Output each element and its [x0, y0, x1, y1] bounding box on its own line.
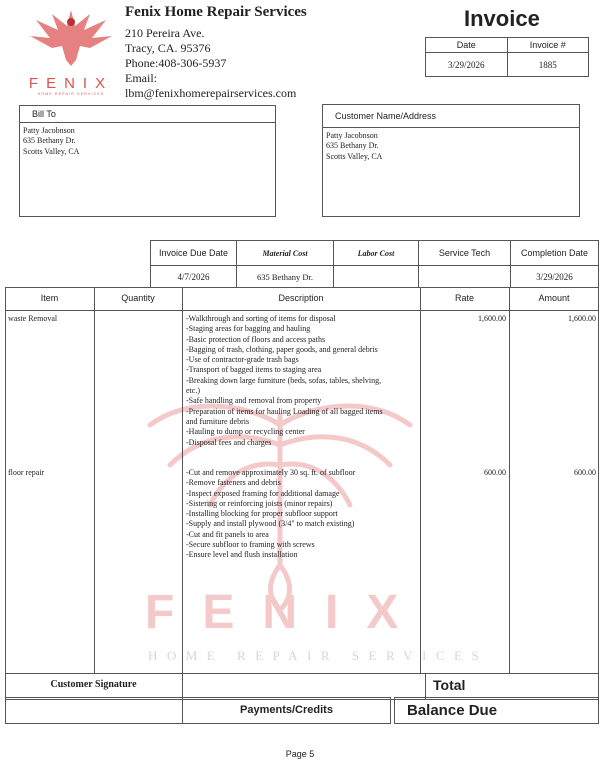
description-line: -Safe handling and removal from property [186, 396, 322, 406]
description-line: -Cut and fit panels to area [186, 529, 269, 539]
watermark-tagline: HOME REPAIR SERVICES [148, 648, 489, 663]
description-line: -Installing blocking for proper subfloor support [186, 509, 338, 519]
invoice-number-label: Invoice # [507, 38, 589, 53]
company-email[interactable]: lbm@fenixhomerepairservices.com [125, 86, 297, 100]
description-line: -Ensure level and flush installation [186, 550, 298, 560]
invoice-title: Invoice [464, 6, 540, 31]
row2-description [186, 468, 418, 561]
row1-rate: 1,600.00 [478, 314, 506, 323]
description-line: -Bagging of trash, clothing, paper goods, and general debris [186, 344, 378, 354]
due-date-value: 4/7/2026 [151, 266, 237, 288]
bill-to-city: Scotts Valley, CA [23, 146, 80, 156]
company-name: Fenix Home Repair Services [125, 4, 307, 20]
service-tech-label: Service Tech [419, 241, 511, 266]
description-line: -Supply and install plywood (3/4" to match existing) [186, 519, 355, 529]
description-line: -Cut and remove approximately 30 sq. ft. of subfloor [186, 468, 356, 477]
material-cost-value: 635 Bethany Dr. [237, 266, 334, 288]
description-line: -Breaking down large furniture (beds, sofas, tables, shelving, [186, 375, 382, 385]
total-label: Total [433, 677, 466, 693]
description-line: -Inspect exposed framing for additional damage [186, 488, 340, 498]
balance-due-box [394, 697, 599, 724]
invoice-number-value: 1885 [507, 53, 589, 77]
company-address2: Tracy, CA. 95376 [125, 41, 211, 55]
page-number: Page 5 [285, 749, 315, 759]
description-line: -Transport of bagged items to staging area [186, 365, 322, 375]
customer-label: Customer Name/Address [323, 105, 579, 128]
customer-box [322, 104, 580, 217]
balance-due-label: Balance Due [407, 702, 498, 719]
logo-wordmark: FENIX [28, 75, 114, 92]
invoice-date-table [425, 37, 589, 77]
watermark-text: FENIX [145, 586, 427, 639]
fenix-bird-logo-icon [22, 4, 120, 68]
description-line: -Sistering or reinforcing joists (minor repairs) [186, 498, 333, 508]
row2-amount: 600.00 [574, 468, 596, 477]
company-logo [22, 4, 120, 96]
service-tech-value [419, 266, 511, 288]
signature-line-box[interactable] [5, 697, 183, 724]
info-row-table [150, 240, 599, 288]
material-cost-label: Material Cost [237, 241, 334, 266]
customer-name: Patty Jacobnson [326, 131, 378, 140]
description-line: -Staging areas for bagging and hauling [186, 324, 311, 334]
bill-to-box [19, 105, 276, 217]
col-item-header: Item [40, 293, 59, 303]
row1-amount: 1,600.00 [568, 314, 596, 323]
customer-street: 635 Bethany Dr. [326, 141, 379, 151]
bill-to-name: Patty Jacobnson [23, 126, 75, 135]
bill-to-label: Bill To [20, 106, 275, 123]
date-label: Date [426, 38, 508, 53]
company-address1: 210 Pereira Ave. [125, 26, 205, 40]
completion-date-value: 3/29/2026 [511, 266, 599, 288]
col-description-header: Description [278, 293, 324, 303]
description-line: -Hauling to dump or recycling center [186, 427, 305, 437]
labor-cost-value [334, 266, 419, 288]
company-phone: Phone:408-306-5937 [125, 56, 227, 70]
labor-cost-label: Labor Cost [334, 241, 419, 266]
description-line: -Basic protection of floors and access paths [186, 334, 326, 344]
col-quantity-header: Quantity [121, 293, 155, 303]
row1-item: waste Removal [8, 314, 58, 323]
payments-credits-label: Payments/Credits [240, 704, 333, 716]
description-line: and furniture debris [186, 416, 250, 426]
description-line: -Preparation of items for hauling Loading of all bagged items [186, 406, 383, 416]
company-email-label: Email: [125, 71, 157, 85]
col-rate-header: Rate [454, 293, 474, 303]
invoice-date-value: 3/29/2026 [426, 53, 508, 77]
description-line: -Walkthrough and sorting of items for disposal [186, 314, 336, 323]
description-line: -Secure subfloor to framing with screws [186, 540, 315, 550]
completion-date-label: Completion Date [511, 241, 599, 266]
payments-credits-box [182, 697, 391, 724]
due-date-label: Invoice Due Date [151, 241, 237, 266]
description-line: -Remove fasteners and debris [186, 478, 281, 488]
description-line: -Use of contractor-grade trash bags [186, 355, 299, 365]
col-amount-header: Amount [538, 293, 570, 303]
bill-to-street: 635 Bethany Dr. [23, 136, 76, 146]
logo-tagline: HOME REPAIR SERVICES [37, 92, 105, 96]
row2-rate: 600.00 [484, 468, 506, 477]
row2-item: floor repair [8, 468, 45, 477]
description-line: -Disposal fees and charges [186, 437, 272, 447]
customer-city: Scotts Valley, CA [326, 151, 383, 161]
customer-signature-label: Customer Signature [50, 679, 137, 690]
description-line: etc.) [186, 386, 200, 396]
row1-description [186, 314, 418, 448]
